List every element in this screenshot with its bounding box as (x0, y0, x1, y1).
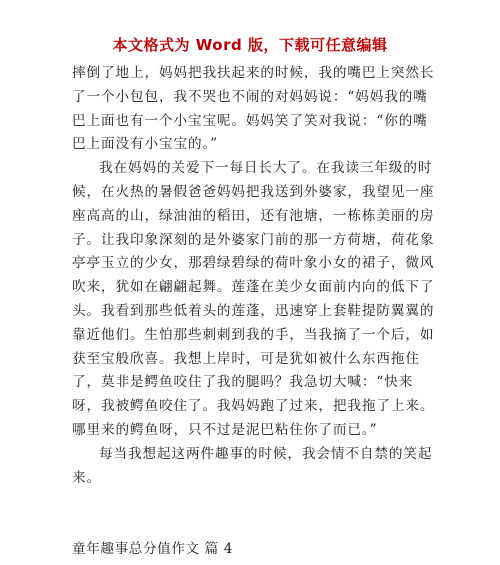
text-line: 子。让我印象深刻的是外婆家门前的那一方荷塘，荷花象 (72, 231, 435, 248)
text-line: 亭亭玉立的少女，那碧绿碧绿的荷叶象小女的裙子，微风 (72, 255, 435, 272)
text-line: 巴上面没有小宝宝的。” (72, 136, 218, 153)
paragraph (72, 157, 434, 443)
article-heading: 童年趣事总分值作文 篇 4 (72, 541, 234, 557)
text-line: 摔倒了地上，妈妈把我扶起来的时候，我的嘴巴上突然长 (72, 65, 435, 81)
text-line: 获至宝般欣喜。我想上岸时，可是犹如被什么东西拖住 (72, 350, 420, 367)
text-line: 座高高的山，绿油油的稻田，还有池塘，一栋栋美丽的房 (72, 207, 435, 224)
text-line: 巴上面也有一个小宝宝呢。妈妈笑了笑对我说：“你的嘴 (72, 112, 428, 129)
text-line: 了一个小包包，我不哭也不闹的对妈妈说：“妈妈我的嘴 (72, 88, 428, 105)
article-body (72, 62, 434, 490)
text-line: 来。 (72, 469, 101, 486)
paragraph (72, 443, 434, 491)
text-line: 靠近他们。生怕那些刺刺到我的手，当我摘了一个后，如 (72, 326, 435, 343)
paragraph (72, 62, 434, 157)
text-line: 我在妈妈的关爱下一每日长大了。在我读三年级的时 (99, 160, 433, 177)
text-line: 呀，我被鳄鱼咬住了。我妈妈跑了过来，把我拖了上来。 (72, 398, 435, 415)
text-line: 哪里来的鳄鱼呀，只不过是泥巴粘住你了而已。” (72, 421, 378, 438)
text-line: 吹来，犹如在翩翩起舞。莲蓬在美少女面前内向的低下了 (72, 279, 435, 296)
text-line: 了，莫非是鳄鱼咬住了我的腿吗？我急切大喊：“快来 (72, 374, 414, 391)
text-line: 头。我看到那些低着头的莲蓬，迅速穿上套鞋提防翼翼的 (72, 302, 435, 319)
text-line: 候，在火热的暑假爸爸妈妈把我送到外婆家，我望见一座 (72, 183, 435, 200)
format-banner: 本文格式为 Word 版，下载可任意编辑 (112, 36, 388, 54)
text-line: 每当我想起这两件趣事的时候，我会情不自禁的笑起 (99, 445, 433, 462)
